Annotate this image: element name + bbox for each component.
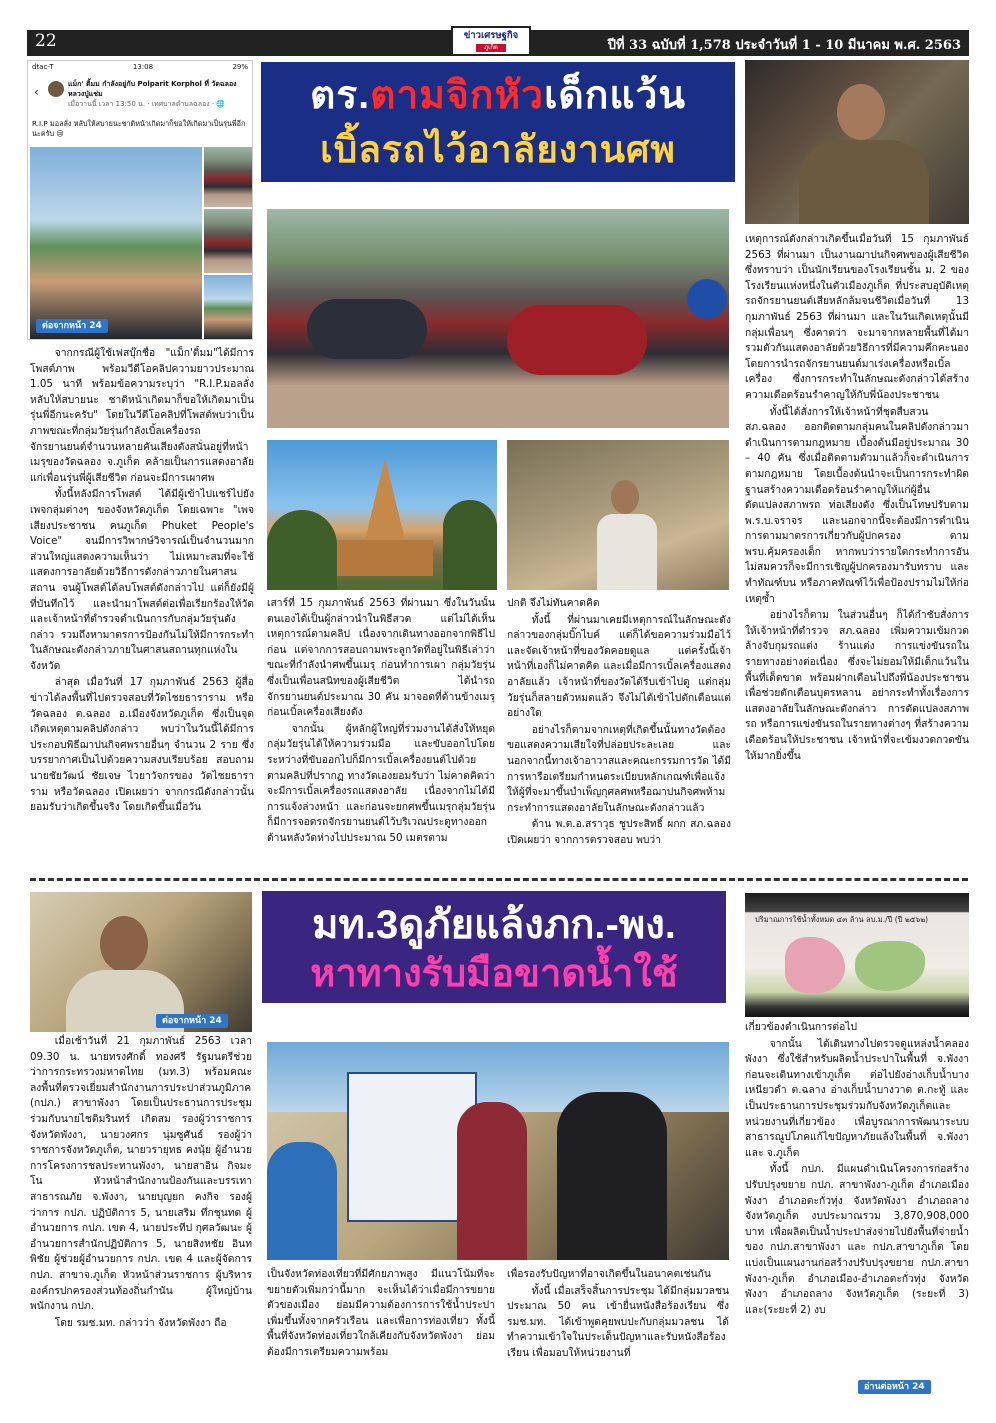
newspaper-logo xyxy=(451,26,531,56)
paragraph: โดย รมช.มท. กล่าวว่า จังหวัดพังงา ถือ xyxy=(54,1316,227,1329)
fb-post-header xyxy=(28,77,252,117)
story2-column-4 xyxy=(745,1020,969,1376)
water-usage-map-photo xyxy=(745,893,969,1017)
fb-photo-side-1 xyxy=(204,147,252,207)
story2-column-3 xyxy=(507,1267,729,1393)
back-arrow-icon: ‹ xyxy=(34,85,39,99)
fb-photo-main xyxy=(30,147,202,339)
facebook-post-screenshot xyxy=(27,60,253,340)
logo-sub: ภูเก็ต xyxy=(476,44,506,52)
fb-meta: เมื่อวานนี้ เวลา 13:50 น. · เทศบาลตำบลฉลอง · 🌐 xyxy=(68,100,226,108)
paragraph: เกี่ยวข้องดำเนินการต่อไป xyxy=(745,1021,858,1033)
continued-from-tag: ต่อจากหน้า 24 xyxy=(36,319,108,333)
paragraph: ปกติ จึงไม่ทันคาดคิด xyxy=(507,597,600,609)
paragraph: ทั้งนี้ ที่ผ่านมาเคยมีเหตุการณ์ในลักษณะดังกล่าวของกลุ่มบิ๊กไบค์ แต่ก็ได้ขอความร่วมมือไว้ และจัดเจ้าหน้าที่ของวัดคอยดูแล แต่ครั้งนี้เจ้าหน้าที่เองก็ไม่คาดคิด และเมื่อมีการเบิ้ลเครื่องแสดงอาลัยแล้ว เจ้าหน้าที่ของวัดได้รีบเข้าไปดู แต่กลุ่มวัยรุ่นก็สลายตัวหมดแล้ว จึงไม่ได้เข้าไปตักเตือนแต่อย่างใด xyxy=(507,613,731,720)
story2-headline-line2: หาทางรับมือขาดน้ำใช้ xyxy=(310,953,678,995)
paragraph: ทั้งนี้หลังมีการโพสต์ ได้มีผู้เข้าไปแชร์ไปยังเพจกลุ่มต่างๆ ของจังหวัดภูเก็ต โดยเฉพาะ "เพจเสียงประชาชน คนภูเก็ต Phuket People's Voice" จนมีการวิพากษ์วิจารณ์เป็นจำนวนมาก ส่วนใหญ่แสดงความเห็นว่า ไม่เหมาะสมที่จะใช้แสดงการอาลัยด้วยวิธีการดังกล่าวภายในศาสนสถาน จนผู้โพสต์ได้ลบโพสต์ดังกล่าวไป แต่ก็ยังมีผู้ที่บันทึกไว้ และนำมาโพสต์ต่อเพื่อเรียกร้องให้วัด และเจ้าหน้าที่ตำรวจดำเนินการกับกลุ่มวัยรุ่นดังกล่าว รวมถึงหามาตรการป้องกันไม่ให้มีการกระทำในลักษณะดังกล่าวภายในศาสนสถานทุกแห่งในจังหวัด xyxy=(30,488,254,672)
paragraph: จากนั้น ได้เดินทางไปตรวจดูแหล่งน้ำคลองพังงา ซึ่งใช้สำหรับผลิตน้ำประปาในพื้นที่ จ.พังงา ก่อนจะเดินทางเข้าภูเก็ต ต่อไปยังอ่างเก็บน้ำบางเหนียวดำ ต.ฉลาง อ่างเก็บน้ำบางวาด ต.กะทู้ และเป็นประธานการประชุมร่วมกับจังหวัดภูเก็ตและหน่วยงานที่เกี่ยวข้อง เพื่อบูรณาการพัฒนาระบบสาธารณูปโภคแก้ไขปัญหาภัยแล้งในพื้นที่ จ.พังงา และ จ.ภูเก็ต xyxy=(745,1037,969,1159)
minister-photo xyxy=(30,892,252,1032)
read-more-tag: อ่านต่อหน้า 24 xyxy=(858,1380,931,1394)
paragraph: อย่างไรก็ตามจากเหตุที่เกิดขึ้นนั้นทางวัดต้องขอแสดงความเสียใจที่ปล่อยประละเลย และนอกจากนี้ทางเจ้าอาวาสและคณะกรรมการวัด ได้มีการหารือเตรียมกำหนดระเบียบหลักเกณฑ์เพื่อแจ้งให้ผู้ที่จะมาขึ้นบำเพ็ญกุศลศพหรือฌาปนกิจศพห้ามกระทำการแสดงอาลัยในลักษณะดังกล่าวแล้ว xyxy=(507,723,731,814)
story2-column-2 xyxy=(267,1267,495,1393)
paragraph: เหตุการณ์ดังกล่าวเกิดขึ้นเมื่อวันที่ 15 กุมภาพันธ์ 2563 ที่ผ่านมา เป็นงานฌาปนกิจศพของผู้เสียชีวิต ซึ่งทราบว่า เป็นนักเรียนของโรงเรียนชั้น ม. 2 ของโรงเรียนแห่งหนึ่งในตัวเมืองภูเก็ต ที่ประสบอุบัติเหตุรถจักรยานยนต์เสียหลักล้มจนชีวิตเมื่อวันที่ 13 กุมภาพันธ์ 2563 ที่ผ่านมา และในวันเกิดเหตุนั้นมีกลุ่มเพื่อนๆ ซึ่งคาดว่า จะมาจากหลายพื้นที่ได้มารวมตัวกันแสดงอาลัยด้วยวิธีการที่มีความคึกคะนอง โดยการนำรถจักรยานยนต์มาเร่งเครื่องหรือเบิ้ลเครื่อง ซึ่งการกระทำในลักษณะดังกล่าวได้สร้างความเดือดร้อนรำคาญให้กับพี่น้องประชาชน xyxy=(745,233,969,401)
story1-column-4 xyxy=(745,232,969,868)
inspection-photo xyxy=(267,1042,729,1260)
story1-column-2 xyxy=(267,596,495,868)
paragraph: ด้าน พ.ต.อ.สราวุธ ชูประสิทธิ์ ผกก สภ.ฉลอง เปิดเผยว่า จากการตรวจสอบ พบว่า xyxy=(507,818,731,846)
continued-from-tag: ต่อจากหน้า 24 xyxy=(156,1014,228,1028)
story1-headline-line1: ตร.ตามจิกหัวเด็กแว้น xyxy=(309,74,687,117)
fb-photo-side-2 xyxy=(204,209,252,273)
issue-line: ปีที่ 33 ฉบับที่ 1,578 ประจำวันที่ 1 - 10 มีนาคม พ.ศ. 2563 xyxy=(607,38,961,53)
temple-photo xyxy=(267,440,497,590)
story1-headline-line2: เบิ้ลรถไว้อาลัยงานศพ xyxy=(320,129,676,170)
paragraph: จากนั้น ผู้หลักผู้ใหญ่ที่ร่วมงานได้สั่งให้หยุด กลุ่มวัยรุ่นได้ให้ความร่วมมือ และขับออกไปโดยระหว่างที่ขับออกไปก็มีการเบิ้ลเครื่องยนต์ไปด้วยตามคลิปที่ปรากฏ ทางวัดเองยอมรับว่า ไม่คาดคิดว่าจะมีการเบิ้ลเครื่องรถแสดงอาลัย เนื่องจากไม่ได้มีการแจ้งล่วงหน้า และก่อนจะยกศพขึ้นเมรุกลุ่มวัยรุ่นก็มีการจอดรถจักรยานยนต์ไว้บริเวณประตูทางออกด้านหลังวัดห่างไปประมาณ 50 เมตรตาม xyxy=(267,722,495,844)
temple-official-photo xyxy=(507,440,729,590)
map-caption: ปริมาณการใช้น้ำทั้งหมด ๔๓ ล้าน ลบ.ม./ปี (ปี ๒๕๖๒) xyxy=(755,915,929,924)
story1-column-3 xyxy=(507,596,731,868)
paragraph: เมื่อเช้าวันที่ 21 กุมภาพันธ์ 2563 เวลา 09.30 น. นายทรงศักดิ์ ทองศรี รัฐมนตรีช่วยว่าการกระทรวงมหาดไทย (มท.3) พร้อมคณะ ลงพื้นที่ตรวจเยี่ยมสำนักงานการประปาส่วนภูมิภาค (กปภ.) สาขาพังงา โดยเป็นประธานการประชุม ร่วมกับนายไชติมรินทร์ เกิดสม รองผู้ว่าราชการจังหวัดพังงา, นายวงศกร นุ่มซูศันธ์ รองผู้ว่าราชการจังหวัดภูเก็ต, นายวรายุทธ คงนุ้ย ผู้อำนวยการโครงการชลประทานพังงา, นายสาอิน กิจมะโน หัวหน้าสำนักงานป้องกันและบรรเทาสาธารณภัย จ.พังงา, นายบุญยก คงกิจ รองผู้ว่าการ กปภ. ปฏิบัติการ 5, นายเสริม ทึกชุนทด ผู้อำนวยการ กปภ. เขต 4, นายประทีป กุศลวัฒนะ ผู้อำนวยการสำนักปฏิบัติการ 5, นายสิงหชัย อินทพิชัย ผู้ช่วยผู้อำนวยการ กปภ. เขต 4 และผู้จัดการ กปภ. สาขาจ.ภูเก็ต หัวหน้าส่วนราชการ ผู้บริหารองค์กรปกครองส่วนท้องถิ่นกำนัน ผู้ใหญ่บ้าน พนักงาน กปภ. xyxy=(30,1035,252,1313)
fb-author: แม็ก' ติ้มม กำลังอยู่กับ Polparit Korphol ที่ วัดฉลอง หลวงปู่แช่ม xyxy=(68,80,237,98)
fb-photo-side-3 xyxy=(204,275,252,339)
paragraph: เป็นจังหวัดท่องเที่ยวที่มีศักยภาพสูง มีแนวโน้มที่จะขยายตัวเพิ่มกว่านี้มาก จะเห็นได้ว่าเมื่อมีการขยายตัวของเมือง ย่อมมีความต้องการการใช้น้ำประปาเพิ่มขึ้นทั้งจากครัวเรือน และเพื่อการท่องเที่ยว ทั้งนี้ พื้นที่จังหวัดท่องเที่ยวใกล้เคียงกับจังหวัดพังงา ย่อมต้องมีการเตรียมความพร้อม xyxy=(267,1268,495,1358)
phone-status-bar xyxy=(28,61,252,75)
paragraph: อย่างไรก็ตาม ในส่วนอื่นๆ ก็ได้กำชับสั่งการให้เจ้าหน้าที่ตำรวจ สภ.ฉลอง เพิ่มความเข้มกวดล้างจับกุมรถแต่ง ร้านแต่ง การแข่งขันรถในรายทางอย่างต่อเนื่อง ซึ่งจะไม่ยอมให้มีเด็กแว้นในพื้นที่เด็ดขาด พร้อมฝากเตือนไปถึงพี่น้องประชาชนเพื่อช่วยตักเตือนบุตรหลาน อย่ากระทำทั้งเรื่องการแสดงอาลัยในลักษณะดังกล่าว การดัดแปลงสภาพรถ หรือการแข่งขันรถในรายทางต่างๆ ที่สร้างความเดือดร้อนให้ประชาชน เจ้าหน้าที่จะเข้มงวดกวดขันให้มากยิ่งขึ้น xyxy=(745,609,969,762)
status-time: 13:08 xyxy=(132,63,154,71)
paragraph: เสาร์ที่ 15 กุมภาพันธ์ 2563 ที่ผ่านมา ซึ่งในวันนั้นตนเองได้เป็นผู้กล่าวนำในพิธีสวด แต่ไม่ได้เห็นเหตุการณ์ตามคลิป เนื่องจากเดินทางออกจากพิธีไปก่อน แต่จากการสอบถามพระลูกวัดที่อยู่ในพิธีเล่าว่า ขณะที่กำลังนำศพขึ้นเมรุ ก่อนทำการเผา กลุ่มวัยรุ่นซึ่งเป็นเพื่อนสนิทของผู้เสียชีวิต ได้นำรถจักรยานยนต์ประมาณ 30 คัน มาจอดที่ด้านข้างเมรุ ก่อนเบิ้ลเครื่องเสียงดัง xyxy=(267,597,495,719)
paragraph: ทั้งนี้ กปภ. มีแผนดำเนินโครงการก่อสร้างปรับปรุงขยาย กปภ. สาขาพังงา-ภูเก็ต อำเภอเมืองพังงา อำเภอตะกั่วทุ่ง จังหวัดพังงา อำเภอถลาง จังหวัดภูเก็ต งบประมาณรวม 3,870,908,000 บาท เพื่อผลิตเป็นน้ำประปาส่งจ่ายไปยังพื้นที่จ่ายน้ำของ กปภ.สาขาพังงา และ กปภ.สาขาภูเก็ต โดยแบ่งเป็นแผนงานก่อสร้างปรับปรุงขยาย กปภ.สาขาพังงา-ภูเก็ต อำเภอเมือง-อำเภอตะกั่วทุ่ง จังหวัดพังงา อำเภอถลาง จังหวัดภูเก็ต (ระยะที่ 3) และ(ระยะที่ 2) งบ xyxy=(745,1163,969,1316)
story1-column-1 xyxy=(30,346,254,868)
paragraph: ล่าสุด เมื่อวันที่ 17 กุมภาพันธ์ 2563 ผู้สื่อข่าวได้ลงพื้นที่ไปตรวจสอบที่วัดไชยธาราราม หรือวัดฉลอง ต.ฉลอง อ.เมืองจังหวัดภูเก็ต ซึ่งเป็นจุดเกิดเหตุตามคลิปดังกล่าว พบว่าในวันนี้ได้มีการประกอบพิธีฌาปนกิจศพรายอื่นๆ จำนวน 2 ราย ซึ่งบรรยากาศเป็นไปด้วยความสงบเรียบร้อย สอบถามนายชัยวัฒน์ ชัยเจษ ไวยาวัจกรของ วัดไชยธาราราม หรือวัดฉลอง เปิดเผยว่า จากกรณีดังกล่าวนั้น ยอมรับว่าเกิดขึ้นจริง โดยเกิดขึ้นเมื่อวัน xyxy=(30,676,254,814)
logo-text: ข่าวเศรษฐกิจ xyxy=(463,30,519,41)
page-header-bar xyxy=(27,30,969,56)
story2-column-1 xyxy=(30,1034,252,1394)
battery-label: 29% xyxy=(232,63,248,71)
story2-headline-line1: มท.3ดูภัยแล้งภก.-พง. xyxy=(312,903,676,947)
story2-headline-box xyxy=(262,891,726,1003)
paragraph: ทั้งนี้ เมื่อเสร็จสิ้นการประชุม ได้มีกลุ่มมวลชนประมาณ 50 คน เข้ายื่นหนังสือร้องเรียน ซึ่ง รมช.มท. ได้เข้าพูดคุยพบปะกับกลุ่มมวลชน ได้ทำความเข้าใจในประเด็นปัญหาและรับหนังสือร้องเรียน เพื่อมอบให้หน่วยงานที่ xyxy=(507,1284,729,1359)
paragraph: ทั้งนี้ได้สั่งการให้เจ้าหน้าที่ชุดสืบสวน สภ.ฉลอง ออกติดตามกลุ่มคนในคลิปดังกล่าวมาดำเนินการตามกฎหมาย เบื้องต้นมีอยู่ประมาณ 30 – 40 คัน ซึ่งเมื่อติดตามตัวมาแล้วก็จะดำเนินการตามกฎหมาย โดยเบื้องต้นนำจะเป็นการกระทำผิดฐานสร้างความเดือดร้อนรำคาญให้แก่ผู้อื่น ดัดแปลงสภาพรถ ท่อเสียงดัง ซึ่งเป็นโทษปรับตาม พ.ร.บ.จราจร และนอกจากนี้จะต้องมีการดำเนินการตามมาตรการเกี่ยวกับผู้ปกครอง ตาม พรบ.คุ้มครองเด็ก หากพบว่ารายใดกระทำการอันไม่สมควรก็จะมีการเชิญผู้ปกครองมารับทราบ และทำทัณฑ์บน หรือภาคทัณฑ์ไว้เพื่อป้องปรามไม่ให้ก่อเหตุซ้ำ xyxy=(745,405,969,605)
fb-post-text: R.I.P มอลลั่ง หลับให้สบายนะชาติหน้าเกิดมาก็ขอให้เกิดมาเป็นรุ่นพี่อีกนะครับ 😢 xyxy=(32,119,246,138)
carrier-label: dtac-T xyxy=(32,63,54,71)
paragraph: จากกรณีผู้ใช้เฟสบุ๊กชื่อ "แม็ก'ติ้มม"ได้มีการโพสต์ภาพ พร้อมวีดีโอคลิปความยาวประมาณ 1.05 นาที พร้อมข้อความระบุว่า "R.I.P.มอลลั่งหลับให้สบายนะ ชาติหน้าเกิดมาก็ขอให้เกิดมาเป็นรุ่นพี่อีกนะครับ" โดยในวีดีโอคลิปที่โพสต์พบว่าเป็นภาพขณะที่กลุ่มวัยรุ่นกำลังเบิ้ลเครื่องรถจักรยานยนต์จำนวนหลายคันเสียงดังสนั่นอยู่ที่หน้าเมรุของวัดฉลอง จ.ภูเก็ต คล้ายเป็นการแสดงอาลัยแก่เพื่อนรุ่นพี่ผู้เสียชีวิต ก่อนจะมีการเผาศพ xyxy=(30,347,254,484)
police-officer-photo xyxy=(745,60,969,224)
story1-headline-box xyxy=(261,62,735,182)
paragraph: เพื่อรองรับปัญหาที่อาจเกิดขึ้นในอนาคตเช่นกัน xyxy=(507,1268,711,1280)
section-divider xyxy=(30,878,968,881)
motorcycles-photo xyxy=(267,209,729,428)
page-number: 22 xyxy=(35,31,57,51)
